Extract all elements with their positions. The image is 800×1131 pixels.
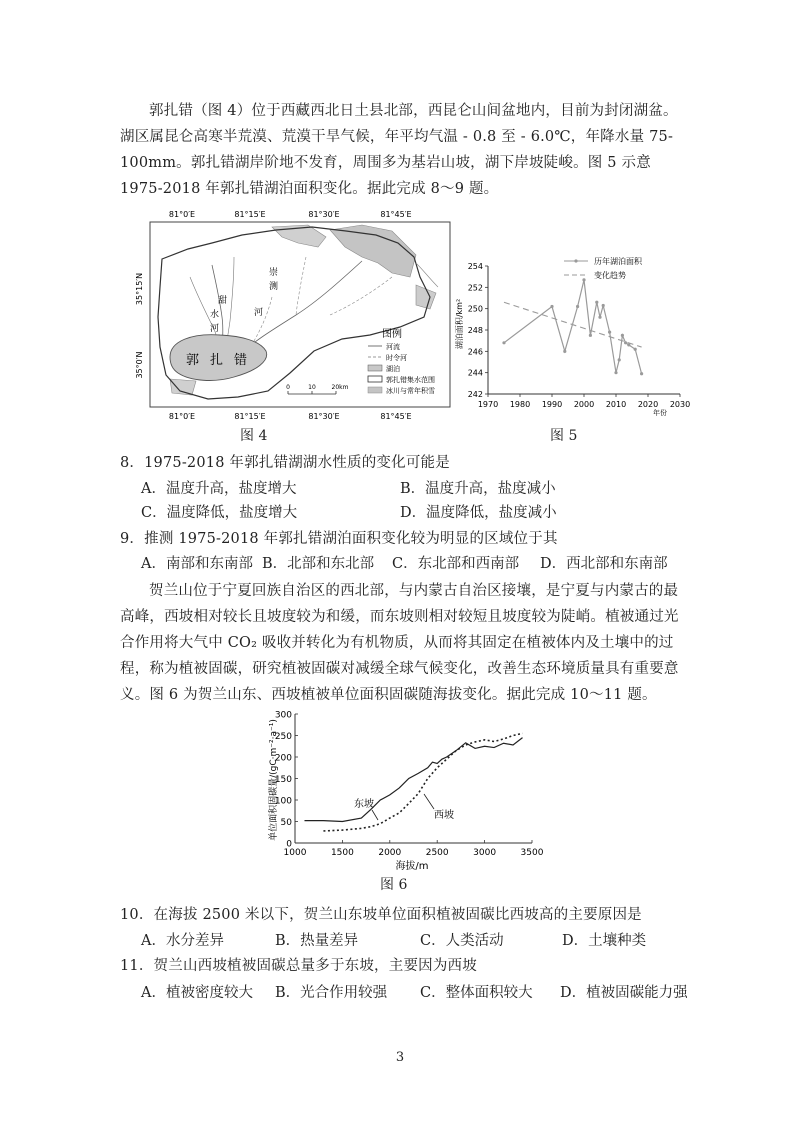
intro-paragraph-1: 郭扎错（图 4）位于西藏西北日土县北部，西昆仑山间盆地内，目前为封闭湖盆。湖区属昆仑高寒半荒漠、荒漠干旱气候，年平均气温 - 0.8 至 - 6.0℃，年降水量 75-100mm。郭扎错湖岸阶地不发育，周围多为基岩山坡，湖下岸坡陡峻。图 5 示意 1975-2018 年郭扎错湖泊面积变化。据此完成 8～9 题。 xyxy=(120,103,678,197)
legend-label: 冰川与常年积雪 xyxy=(386,387,435,395)
fig5-point xyxy=(640,372,643,375)
question-11-stem: 11．贺兰山西坡植被固碳总量多于东坡，主要因为西坡 xyxy=(120,958,477,974)
fig5-point xyxy=(550,305,553,308)
question-10-stem: 10．在海拔 2500 米以下，贺兰山东坡单位面积植被固碳比西坡高的主要原因是 xyxy=(120,907,642,923)
river-label: 河 xyxy=(254,308,264,318)
lat-label: 35°15′N xyxy=(135,272,144,306)
fig6-west-slope-line xyxy=(323,733,522,831)
fig5-xtick-label: 2000 xyxy=(573,400,595,409)
figure-5-caption: 图 5 xyxy=(550,428,578,444)
lake-label: 错 xyxy=(234,353,248,368)
figure-6-caption: 图 6 xyxy=(380,877,408,893)
fig6-west-label: 西坡 xyxy=(434,810,454,821)
lon-label: 81°30′E xyxy=(308,210,340,219)
fig5-point xyxy=(634,348,637,351)
fig6-ytick-label: 0 xyxy=(286,839,292,850)
legend-label: 湖泊 xyxy=(386,365,400,373)
fig5-xtick-label: 1970 xyxy=(477,400,499,409)
lat-label: 35°0′N xyxy=(135,351,144,379)
fig6-ytick-label: 150 xyxy=(274,775,292,785)
fig5-ytick-label: 244 xyxy=(467,368,483,378)
fig5-point xyxy=(502,341,505,344)
fig5-point xyxy=(589,334,592,337)
legend-lake-symbol xyxy=(368,365,382,371)
fig6-east-pointer xyxy=(372,810,378,820)
fig5-ylabel: 湖泊面积/km² xyxy=(455,298,464,350)
fig5-xtick-label: 2020 xyxy=(637,400,659,409)
lake-label: 扎 xyxy=(210,353,224,368)
fig5-ytick-label: 242 xyxy=(467,390,483,399)
fig6-xtick-label: 1500 xyxy=(330,848,354,858)
figure-6-chart xyxy=(262,706,552,874)
question-9-stem: 9．推测 1975-2018 年郭扎错湖泊面积变化较为明显的区域位于其 xyxy=(120,531,558,547)
fig5-xtick-label: 1980 xyxy=(509,400,531,409)
scale-label: 0 xyxy=(286,384,290,391)
fig6-xtick-label: 2000 xyxy=(378,848,402,858)
legend-glacier-symbol xyxy=(368,387,382,393)
question-10-option-d: D．土壤种类 xyxy=(562,933,647,949)
fig5-xtick-label: 2030 xyxy=(669,400,690,409)
question-8-option-c: C．温度降低，盐度增大 xyxy=(141,505,298,521)
lon-label: 81°15′E xyxy=(234,210,266,219)
question-10-option-c: C．人类活动 xyxy=(420,933,504,949)
fig5-point xyxy=(621,334,624,337)
fig5-ytick-label: 248 xyxy=(467,326,483,335)
fig5-point xyxy=(614,371,617,374)
question-8-option-a: A．温度升高，盐度增大 xyxy=(141,481,297,497)
question-9-option-d: D．西北部和东南部 xyxy=(540,556,668,572)
lon-label: 81°0′E xyxy=(168,210,196,219)
fig6-east-slope-line xyxy=(304,738,522,822)
question-11-option-c: C．整体面积较大 xyxy=(420,985,533,1001)
question-10-option-a: A．水分差异 xyxy=(141,933,224,949)
scale-label: 20km xyxy=(331,384,349,391)
page-number: 3 xyxy=(395,1050,405,1065)
fig5-ytick-label: 254 xyxy=(467,262,483,271)
question-8-option-b: B．温度升高，盐度减小 xyxy=(400,481,556,497)
fig5-legend-trend: 变化趋势 xyxy=(594,271,626,280)
fig5-legend-series-marker xyxy=(574,259,577,262)
fig5-trend-line xyxy=(504,302,642,347)
river-label: 测 xyxy=(269,282,279,292)
fig5-point xyxy=(608,331,611,334)
fig6-xtick-label: 1000 xyxy=(283,848,307,858)
fig6-ytick-label: 50 xyxy=(280,818,292,828)
fig6-ytick-label: 100 xyxy=(274,796,292,807)
lake-label: 郭 xyxy=(186,353,200,368)
figure-5-chart xyxy=(452,252,690,420)
question-11-option-b: B．光合作用较强 xyxy=(275,985,388,1001)
fig5-point xyxy=(602,304,605,307)
lon-label: 81°30′E xyxy=(308,412,340,421)
question-8-stem: 8．1975-2018 年郭扎错湖湖水性质的变化可能是 xyxy=(120,455,450,471)
river-label: 河 xyxy=(210,324,220,334)
question-9-option-c: C．东北部和西南部 xyxy=(392,556,520,572)
question-11-option-a: A．植被密度较大 xyxy=(141,985,253,1001)
fig5-series-line xyxy=(504,280,642,374)
intro-paragraph-2: 贺兰山位于宁夏回族自治区的西北部，与内蒙古自治区接壤，是宁夏与内蒙古的最高峰，西坡相对较长且坡度较为和缓，而东坡则相对较短且坡度较为陡峭。植被通过光合作用将大气中 CO₂ 吸收并转化为有机物质，从而将其固定在植被体内及土壤中的过程，称为植被固碳，研究植被固碳对减缓全球气候变化，改善生态环境质量具有重要意义。图 6 为贺兰山东、西坡植被单位面积固碳随海拔变化。据此完成 10～11 题。 xyxy=(120,583,679,703)
fig5-point xyxy=(576,305,579,308)
fig5-point xyxy=(595,301,598,304)
fig6-ytick-label: 250 xyxy=(274,732,292,742)
fig5-xtick-label: 2010 xyxy=(605,400,627,409)
fig5-xtick-label: 1990 xyxy=(541,400,563,409)
question-8-option-d: D．温度降低，盐度减小 xyxy=(400,505,557,521)
question-9-option-b: B．北部和东北部 xyxy=(262,556,375,572)
lon-label: 81°45′E xyxy=(380,210,412,219)
scale-label: 10 xyxy=(308,384,316,391)
fig6-xlabel: 海拔/m xyxy=(395,861,429,872)
fig6-xtick-label: 3000 xyxy=(473,848,497,858)
legend-label: 郭扎错集水范围 xyxy=(386,376,435,384)
legend-label: 河流 xyxy=(386,343,400,351)
fig5-point xyxy=(618,358,621,361)
fig5-point xyxy=(582,278,585,281)
fig6-west-pointer xyxy=(424,794,434,809)
fig5-point xyxy=(624,341,627,344)
fig6-xtick-label: 3500 xyxy=(520,848,544,858)
question-11-option-d: D．植被固碳能力强 xyxy=(560,985,688,1001)
fig5-legend-series: 历年湖泊面积 xyxy=(594,257,642,266)
question-9-option-a: A．南部和东南部 xyxy=(141,556,253,572)
fig5-ytick-label: 252 xyxy=(467,283,483,293)
fig5-ytick-label: 250 xyxy=(467,304,483,314)
figure-4-caption: 图 4 xyxy=(240,428,268,444)
fig5-point xyxy=(598,316,601,319)
river-label: 崇 xyxy=(269,268,279,278)
river-label: 甜 xyxy=(218,296,228,306)
fig5-xunit: 年份 xyxy=(653,409,667,417)
fig5-ytick-label: 246 xyxy=(467,347,483,357)
fig6-east-label: 东坡 xyxy=(354,799,374,810)
lon-label: 81°15′E xyxy=(234,412,266,421)
fig6-xtick-label: 2500 xyxy=(425,848,449,858)
fig6-ytick-label: 200 xyxy=(274,753,292,764)
river-label: 水 xyxy=(210,310,220,320)
lon-label: 81°0′E xyxy=(168,412,196,421)
figure-4-map xyxy=(130,205,460,423)
lon-label: 81°45′E xyxy=(380,412,412,421)
fig5-point xyxy=(563,350,566,353)
legend-label: 时令河 xyxy=(386,354,407,362)
fig6-ylabel: 单位面积固碳量/(gC·m⁻²·a⁻¹) xyxy=(269,719,279,841)
fig6-ytick-label: 300 xyxy=(274,710,292,721)
legend-title: 图例 xyxy=(382,329,402,340)
question-10-option-b: B．热量差异 xyxy=(275,933,359,949)
glacier-area xyxy=(170,379,196,395)
legend-catchment-symbol xyxy=(368,376,382,382)
